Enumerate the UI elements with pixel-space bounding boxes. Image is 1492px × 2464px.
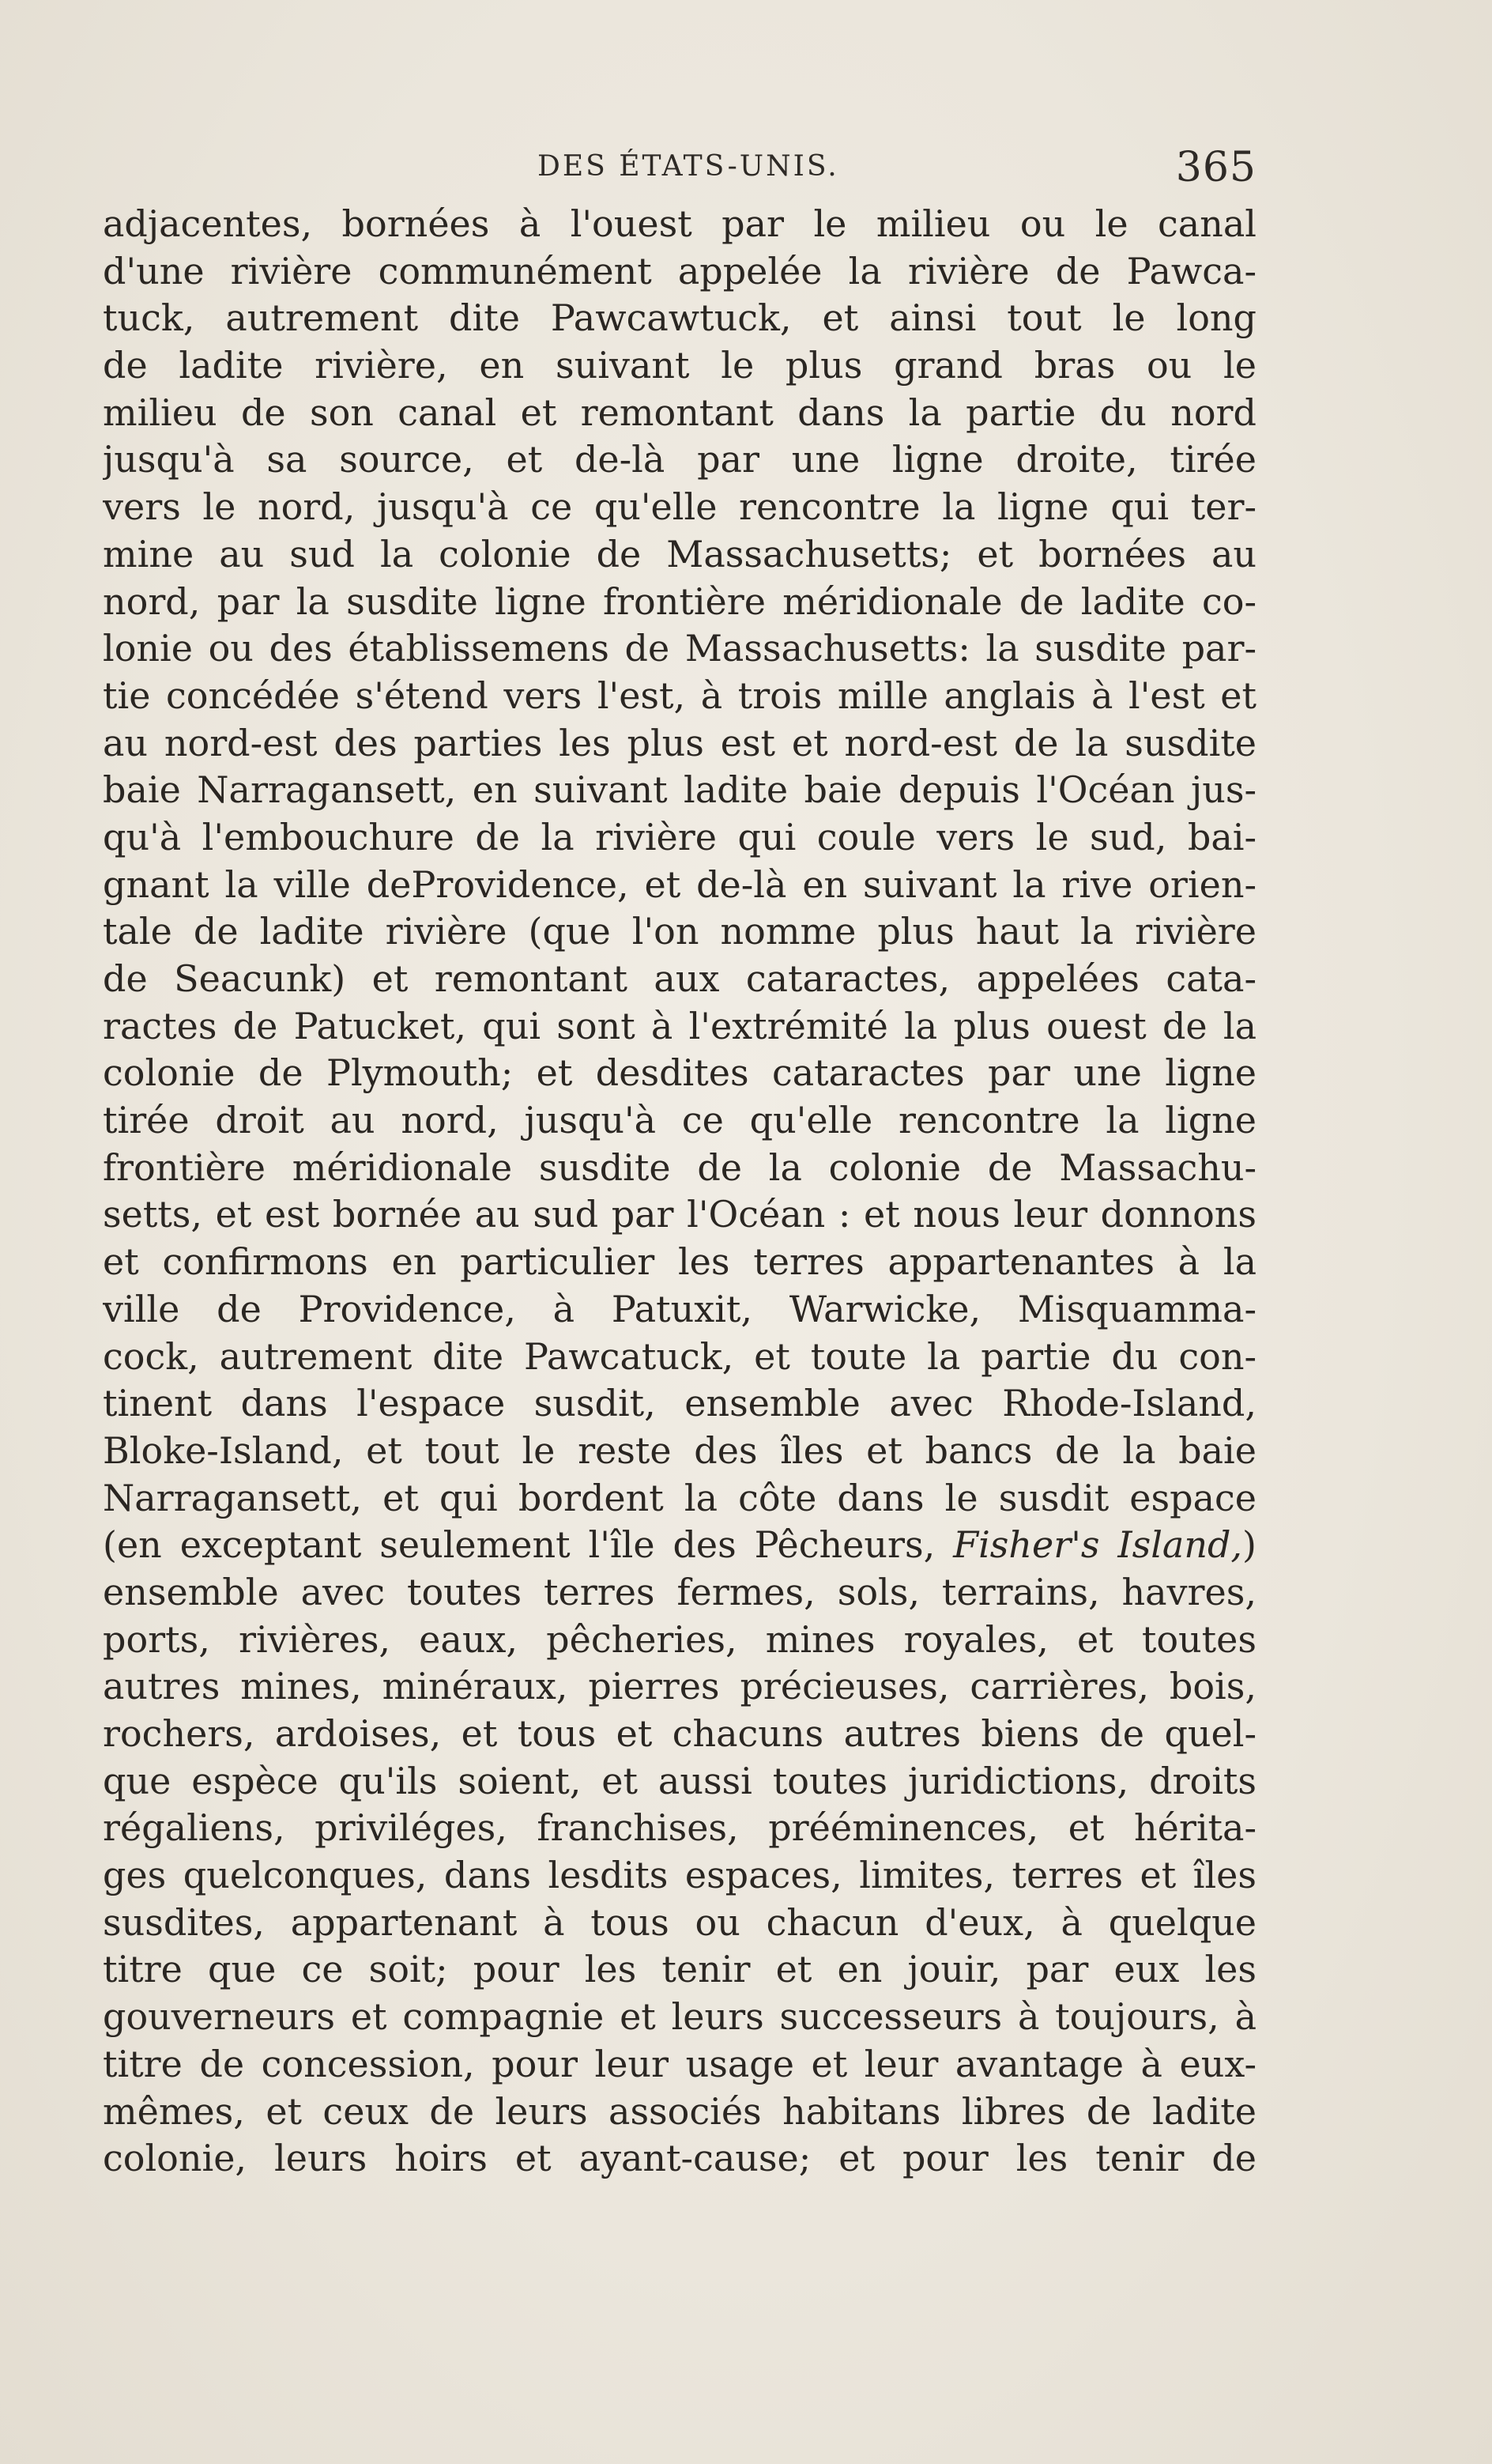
text-line: tirée droit au nord, jusqu'à ce qu'elle rencontre la ligne xyxy=(103,1099,1257,1142)
text-line: ville de Providence, à Patuxit, Warwicke, Misquamma- xyxy=(103,1287,1257,1330)
text-line: ports, rivières, eaux, pêcheries, mines royales, et toutes xyxy=(103,1617,1257,1661)
text-line: setts, et est bornée au sud par l'Océan : et nous leur donnons xyxy=(103,1193,1257,1236)
text-line: gnant la ville deProvidence, et de-là en suivant la rive orien- xyxy=(103,862,1257,906)
text-line: milieu de son canal et remontant dans la partie du nord xyxy=(103,391,1257,434)
text-line: nord, par la susdite ligne frontière méridionale de ladite co- xyxy=(103,579,1257,623)
text-line: que espèce qu'ils soient, et aussi toutes juridictions, droits xyxy=(103,1759,1257,1802)
text-line: Bloke-Island, et tout le reste des îles et bancs de la baie xyxy=(103,1428,1257,1472)
page-header xyxy=(101,144,1257,191)
text-line: de ladite rivière, en suivant le plus grand bras ou le xyxy=(103,344,1257,387)
running-title: DES ÉTATS-UNIS. xyxy=(537,150,839,183)
text-line: tuck, autrement dite Pawcawtuck, et ainsi tout le long xyxy=(103,296,1257,340)
page-number: 365 xyxy=(1175,144,1257,191)
text-line: qu'à l'embouchure de la rivière qui coule vers le sud, bai- xyxy=(103,815,1257,858)
text-line: au nord-est des parties les plus est et nord-est de la susdite xyxy=(103,721,1257,764)
text-segment: ) xyxy=(1242,1523,1257,1567)
text-line: tie concédée s'étend vers l'est, à trois mille anglais à l'est et xyxy=(103,674,1257,717)
text-line: ensemble avec toutes terres fermes, sols, terrains, havres, xyxy=(103,1570,1257,1613)
text-line: de Seacunk) et remontant aux cataractes, appelées cata- xyxy=(103,957,1257,1000)
text-line: susdites, appartenant à tous ou chacun d'eux, à quelque xyxy=(103,1900,1257,1944)
text-line: colonie de Plymouth; et desdites cataractes par une ligne xyxy=(103,1051,1257,1095)
text-line: vers le nord, jusqu'à ce qu'elle rencontre la ligne qui ter- xyxy=(103,485,1257,529)
text-line: d'une rivière communément appelée la rivière de Pawca- xyxy=(103,249,1257,292)
text-line: et confirmons en particulier les terres appartenantes à la xyxy=(103,1240,1257,1284)
text-line: régaliens, priviléges, franchises, prééminences, et hérita- xyxy=(103,1806,1257,1850)
text-line: mêmes, et ceux de leurs associés habitans libres de ladite xyxy=(103,2089,1257,2133)
text-line: Narragansett, et qui bordent la côte dans le susdit espace xyxy=(103,1476,1257,1519)
italic-island-name: Fisher's Island, xyxy=(953,1523,1243,1567)
text-line: ges quelconques, dans lesdits espaces, limites, terres et îles xyxy=(103,1854,1257,1897)
text-line: jusqu'à sa source, et de-là par une ligne droite, tirée xyxy=(103,438,1257,481)
text-line: lonie ou des établissemens de Massachusetts: la susdite par- xyxy=(103,627,1257,670)
text-segment: (en exceptant seulement l'île des Pêcheurs, xyxy=(103,1523,954,1567)
text-line: frontière méridionale susdite de la colonie de Massachu- xyxy=(103,1145,1257,1189)
text-line: titre que ce soit; pour les tenir et en jouir, par eux les xyxy=(103,1948,1257,1991)
text-line-with-italic xyxy=(103,1522,1257,1569)
text-line: cock, autrement dite Pawcatuck, et toute la partie du con- xyxy=(103,1334,1257,1378)
text-line: rochers, ardoises, et tous et chacuns autres biens de quel- xyxy=(103,1712,1257,1755)
text-line: titre de concession, pour leur usage et leur avantage à eux- xyxy=(103,2042,1257,2085)
text-line: baie Narragansett, en suivant ladite baie depuis l'Océan jus- xyxy=(103,768,1257,812)
body-text xyxy=(103,201,1257,2183)
text-line: tinent dans l'espace susdit, ensemble avec Rhode-Island, xyxy=(103,1382,1257,1425)
text-line: ractes de Patucket, qui sont à l'extrémité la plus ouest de la xyxy=(103,1004,1257,1047)
text-line: colonie, leurs hoirs et ayant-cause; et pour les tenir de xyxy=(103,2137,1257,2180)
text-line: tale de ladite rivière (que l'on nomme plus haut la rivière xyxy=(103,910,1257,953)
text-line: adjacentes, bornées à l'ouest par le milieu ou le canal xyxy=(103,202,1257,245)
text-line: mine au sud la colonie de Massachusetts; et bornées au xyxy=(103,532,1257,575)
text-line: autres mines, minéraux, pierres précieuses, carrières, bois, xyxy=(103,1665,1257,1708)
text-line: gouverneurs et compagnie et leurs successeurs à toujours, à xyxy=(103,1995,1257,2039)
